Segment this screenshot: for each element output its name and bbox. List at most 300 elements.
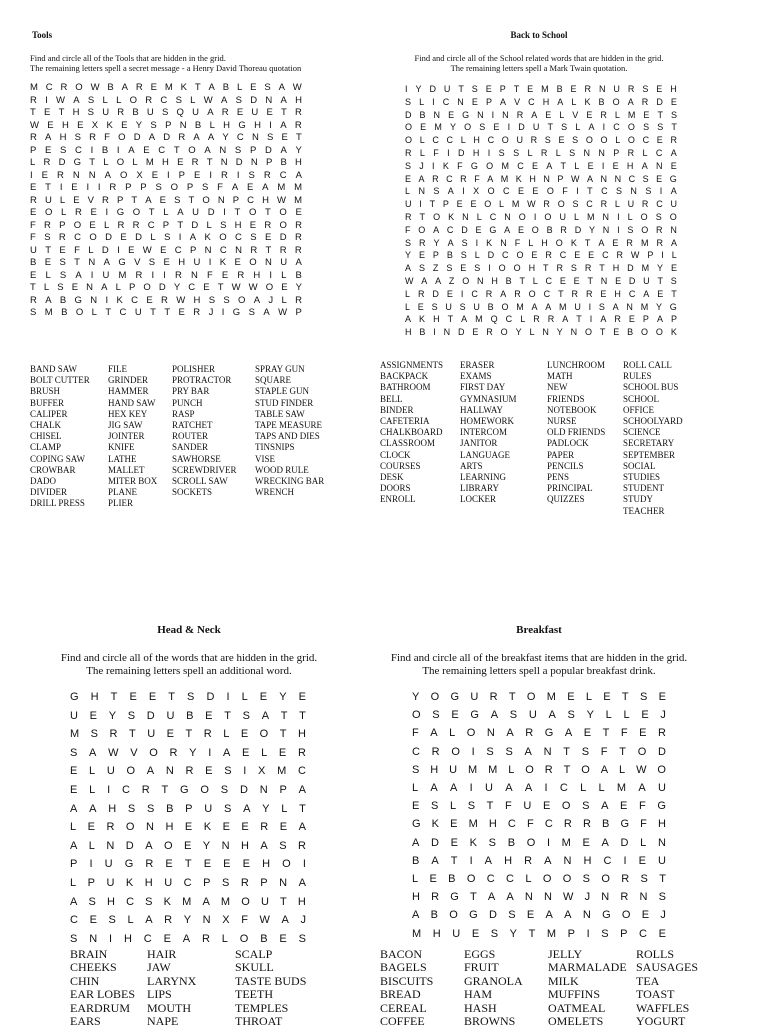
grid-letter[interactable]: G: [70, 691, 79, 703]
grid-letter[interactable]: C: [235, 232, 242, 243]
grid-letter[interactable]: X: [473, 186, 480, 197]
grid-letter[interactable]: E: [163, 932, 171, 945]
grid-letter[interactable]: I: [447, 147, 450, 158]
grid-letter[interactable]: R: [584, 263, 592, 274]
grid-letter[interactable]: R: [626, 237, 633, 248]
grid-letter[interactable]: H: [612, 263, 620, 274]
grid-letter[interactable]: Y: [588, 224, 595, 235]
grid-letter[interactable]: L: [91, 307, 97, 318]
grid-letter[interactable]: C: [442, 96, 450, 107]
grid-letter[interactable]: A: [278, 82, 285, 93]
grid-letter[interactable]: H: [626, 160, 634, 171]
grid-letter[interactable]: A: [418, 173, 425, 184]
grid-letter[interactable]: A: [506, 891, 514, 904]
grid-letter[interactable]: A: [601, 836, 609, 849]
grid-letter[interactable]: S: [513, 147, 520, 158]
grid-letter[interactable]: W: [630, 250, 640, 261]
grid-letter[interactable]: P: [279, 783, 287, 796]
grid-letter[interactable]: U: [528, 709, 537, 722]
grid-letter[interactable]: I: [236, 169, 240, 181]
grid-letter[interactable]: L: [460, 135, 466, 146]
grid-letter[interactable]: I: [302, 858, 306, 871]
grid-letter[interactable]: D: [58, 157, 66, 168]
grid-letter[interactable]: W: [563, 891, 574, 904]
grid-letter[interactable]: D: [574, 224, 582, 235]
grid-letter[interactable]: N: [204, 244, 212, 256]
grid-letter[interactable]: S: [643, 122, 650, 133]
grid-letter[interactable]: D: [235, 157, 243, 168]
grid-letter[interactable]: T: [299, 802, 306, 815]
grid-letter[interactable]: A: [670, 186, 677, 197]
grid-letter[interactable]: P: [189, 244, 197, 256]
grid-letter[interactable]: L: [61, 207, 67, 218]
grid-letter[interactable]: R: [419, 237, 426, 248]
grid-letter[interactable]: N: [86, 282, 94, 293]
grid-letter[interactable]: K: [584, 96, 591, 107]
grid-letter[interactable]: R: [560, 224, 567, 235]
grid-letter[interactable]: F: [433, 147, 439, 158]
grid-letter[interactable]: L: [627, 211, 633, 222]
grid-letter[interactable]: C: [487, 135, 495, 146]
grid-letter[interactable]: N: [626, 301, 633, 312]
grid-letter[interactable]: H: [583, 854, 592, 867]
grid-letter[interactable]: W: [108, 746, 119, 759]
grid-letter[interactable]: A: [546, 160, 553, 171]
grid-letter[interactable]: R: [600, 199, 608, 210]
grid-letter[interactable]: R: [60, 82, 68, 93]
grid-letter[interactable]: M: [627, 109, 636, 120]
grid-letter[interactable]: A: [145, 839, 153, 852]
grid-letter[interactable]: R: [30, 132, 37, 143]
grid-letter[interactable]: K: [163, 895, 171, 908]
grid-letter[interactable]: B: [419, 327, 426, 338]
grid-letter[interactable]: I: [462, 186, 465, 197]
grid-letter[interactable]: C: [446, 135, 454, 146]
grid-letter[interactable]: I: [208, 257, 212, 268]
grid-letter[interactable]: E: [573, 275, 580, 286]
grid-letter[interactable]: E: [148, 691, 157, 703]
grid-letter[interactable]: O: [73, 219, 82, 231]
grid-letter[interactable]: G: [669, 301, 677, 312]
grid-letter[interactable]: P: [642, 314, 649, 325]
grid-letter[interactable]: A: [433, 224, 440, 235]
grid-letter[interactable]: B: [505, 275, 512, 286]
grid-letter[interactable]: W: [570, 173, 580, 184]
grid-letter[interactable]: S: [486, 745, 494, 758]
grid-letter[interactable]: R: [544, 763, 553, 776]
grid-letter[interactable]: A: [450, 782, 458, 795]
grid-letter[interactable]: L: [412, 873, 419, 886]
grid-letter[interactable]: L: [102, 94, 108, 106]
grid-letter[interactable]: A: [101, 282, 108, 293]
grid-letter[interactable]: Y: [586, 709, 594, 722]
grid-letter[interactable]: O: [562, 873, 572, 886]
grid-letter[interactable]: B: [487, 301, 494, 312]
grid-letter[interactable]: H: [61, 119, 69, 131]
grid-letter[interactable]: S: [187, 691, 195, 703]
grid-letter[interactable]: A: [89, 802, 97, 815]
grid-letter[interactable]: X: [222, 914, 230, 927]
grid-letter[interactable]: L: [527, 147, 533, 158]
grid-letter[interactable]: L: [580, 782, 587, 795]
grid-letter[interactable]: M: [641, 263, 650, 274]
grid-letter[interactable]: S: [146, 802, 155, 815]
grid-letter[interactable]: S: [298, 932, 306, 945]
grid-letter[interactable]: M: [500, 173, 509, 184]
grid-letter[interactable]: A: [145, 194, 152, 206]
grid-letter[interactable]: S: [234, 144, 242, 156]
grid-letter[interactable]: N: [630, 186, 637, 197]
grid-letter[interactable]: C: [543, 288, 551, 299]
grid-letter[interactable]: S: [642, 173, 649, 184]
grid-letter[interactable]: M: [30, 82, 38, 93]
grid-letter[interactable]: I: [269, 269, 272, 281]
grid-letter[interactable]: E: [221, 269, 229, 281]
grid-letter[interactable]: G: [124, 858, 134, 871]
grid-letter[interactable]: S: [570, 263, 577, 274]
grid-letter[interactable]: I: [601, 160, 605, 171]
grid-letter[interactable]: L: [619, 763, 626, 776]
grid-letter[interactable]: E: [600, 288, 607, 299]
grid-letter[interactable]: O: [433, 211, 441, 222]
grid-letter[interactable]: I: [86, 182, 90, 193]
grid-letter[interactable]: A: [506, 727, 514, 740]
grid-letter[interactable]: R: [117, 219, 125, 231]
grid-letter[interactable]: S: [127, 802, 136, 815]
grid-letter[interactable]: U: [204, 802, 213, 815]
grid-letter[interactable]: N: [601, 891, 610, 904]
grid-letter[interactable]: B: [430, 909, 438, 922]
grid-letter[interactable]: R: [30, 94, 37, 106]
grid-letter[interactable]: C: [544, 818, 553, 831]
grid-letter[interactable]: B: [59, 294, 67, 306]
grid-letter[interactable]: A: [45, 294, 52, 306]
grid-letter[interactable]: O: [89, 232, 97, 243]
grid-letter[interactable]: O: [451, 745, 460, 758]
grid-letter[interactable]: R: [56, 169, 64, 181]
grid-letter[interactable]: L: [45, 269, 51, 281]
grid-letter[interactable]: N: [477, 109, 484, 120]
grid-letter[interactable]: F: [241, 914, 248, 927]
grid-letter[interactable]: D: [158, 282, 166, 293]
grid-letter[interactable]: P: [116, 194, 124, 206]
grid-letter[interactable]: D: [206, 691, 215, 703]
grid-letter[interactable]: E: [460, 263, 467, 274]
grid-letter[interactable]: I: [661, 250, 664, 261]
grid-letter[interactable]: C: [559, 250, 567, 261]
grid-letter[interactable]: E: [77, 119, 84, 131]
grid-letter[interactable]: E: [259, 691, 268, 703]
grid-letter[interactable]: E: [205, 709, 213, 722]
grid-letter[interactable]: N: [598, 147, 605, 158]
grid-letter[interactable]: R: [524, 854, 533, 867]
grid-letter[interactable]: T: [547, 122, 554, 133]
grid-letter[interactable]: R: [405, 211, 412, 222]
grid-letter[interactable]: H: [529, 173, 536, 184]
grid-letter[interactable]: L: [508, 763, 515, 776]
grid-letter[interactable]: R: [221, 107, 229, 118]
grid-letter[interactable]: I: [97, 182, 101, 193]
grid-letter[interactable]: A: [586, 173, 593, 184]
grid-letter[interactable]: E: [570, 84, 577, 94]
grid-letter[interactable]: F: [104, 132, 110, 143]
grid-letter[interactable]: L: [59, 194, 66, 206]
grid-letter[interactable]: O: [188, 144, 196, 156]
grid-letter[interactable]: R: [178, 132, 186, 143]
grid-letter[interactable]: L: [70, 821, 77, 834]
grid-letter[interactable]: E: [246, 182, 254, 193]
grid-letter[interactable]: E: [279, 821, 288, 834]
grid-letter[interactable]: O: [466, 873, 476, 886]
grid-letter[interactable]: P: [485, 96, 492, 107]
grid-letter[interactable]: H: [542, 96, 550, 107]
grid-letter[interactable]: R: [250, 244, 258, 256]
grid-letter[interactable]: L: [419, 96, 425, 107]
grid-letter[interactable]: S: [70, 746, 78, 759]
grid-letter[interactable]: N: [670, 224, 677, 235]
grid-letter[interactable]: E: [30, 182, 37, 193]
grid-letter[interactable]: N: [145, 821, 154, 834]
grid-letter[interactable]: T: [558, 288, 564, 299]
grid-letter[interactable]: C: [603, 854, 612, 867]
grid-letter[interactable]: I: [432, 160, 435, 171]
grid-letter[interactable]: P: [442, 199, 449, 210]
grid-letter[interactable]: G: [620, 818, 630, 831]
grid-letter[interactable]: S: [127, 709, 136, 722]
grid-letter[interactable]: U: [30, 244, 37, 256]
grid-letter[interactable]: A: [220, 94, 228, 106]
grid-letter[interactable]: Y: [415, 84, 422, 94]
grid-letter[interactable]: M: [587, 211, 595, 222]
grid-letter[interactable]: T: [30, 107, 36, 118]
grid-letter[interactable]: N: [543, 173, 550, 184]
grid-letter[interactable]: F: [412, 727, 419, 740]
grid-letter[interactable]: E: [41, 169, 48, 181]
grid-letter[interactable]: N: [191, 269, 198, 281]
grid-letter[interactable]: O: [525, 763, 534, 776]
grid-letter[interactable]: T: [234, 207, 241, 218]
grid-letter[interactable]: E: [281, 132, 288, 143]
grid-letter[interactable]: Y: [405, 250, 412, 261]
grid-letter[interactable]: L: [116, 94, 122, 106]
grid-letter[interactable]: A: [405, 314, 412, 325]
grid-letter[interactable]: H: [72, 107, 80, 118]
grid-letter[interactable]: H: [108, 802, 117, 815]
grid-letter[interactable]: R: [44, 219, 51, 231]
grid-letter[interactable]: K: [486, 237, 493, 248]
grid-letter[interactable]: Y: [295, 144, 302, 156]
grid-letter[interactable]: M: [118, 269, 127, 281]
grid-letter[interactable]: L: [474, 250, 480, 261]
grid-letter[interactable]: O: [163, 839, 173, 852]
grid-letter[interactable]: D: [627, 263, 634, 274]
grid-letter[interactable]: O: [501, 301, 509, 312]
grid-letter[interactable]: C: [279, 169, 287, 181]
grid-letter[interactable]: E: [166, 728, 174, 741]
grid-letter[interactable]: R: [627, 84, 635, 94]
grid-letter[interactable]: S: [150, 119, 157, 131]
grid-letter[interactable]: F: [74, 244, 80, 256]
grid-letter[interactable]: J: [660, 709, 666, 722]
grid-letter[interactable]: F: [217, 182, 223, 193]
grid-letter[interactable]: S: [202, 182, 209, 193]
grid-letter[interactable]: L: [529, 327, 535, 338]
grid-letter[interactable]: T: [602, 727, 610, 740]
grid-letter[interactable]: P: [165, 119, 172, 131]
grid-letter[interactable]: S: [430, 800, 439, 813]
grid-letter[interactable]: C: [160, 94, 168, 106]
grid-letter[interactable]: O: [259, 728, 269, 741]
grid-letter[interactable]: N: [251, 132, 259, 143]
grid-letter[interactable]: U: [193, 257, 201, 268]
grid-letter[interactable]: T: [576, 314, 582, 325]
grid-letter[interactable]: L: [261, 746, 268, 759]
grid-letter[interactable]: R: [584, 84, 592, 94]
grid-letter[interactable]: Y: [202, 839, 211, 852]
grid-letter[interactable]: T: [563, 763, 571, 776]
grid-letter[interactable]: E: [417, 301, 424, 312]
grid-letter[interactable]: Y: [655, 301, 662, 312]
grid-letter[interactable]: M: [541, 84, 549, 94]
grid-letter[interactable]: Y: [433, 237, 440, 248]
grid-letter[interactable]: A: [500, 288, 507, 299]
grid-letter[interactable]: F: [620, 727, 628, 740]
grid-letter[interactable]: K: [125, 876, 134, 889]
grid-letter[interactable]: E: [559, 275, 566, 286]
grid-letter[interactable]: O: [657, 763, 666, 776]
grid-letter[interactable]: Y: [657, 263, 664, 274]
grid-letter[interactable]: A: [207, 107, 214, 118]
grid-letter[interactable]: B: [260, 932, 268, 945]
grid-letter[interactable]: E: [475, 224, 482, 235]
grid-letter[interactable]: N: [500, 237, 507, 248]
grid-letter[interactable]: R: [670, 135, 677, 146]
grid-letter[interactable]: W: [248, 282, 258, 293]
grid-letter[interactable]: O: [621, 909, 631, 922]
grid-letter[interactable]: R: [141, 783, 150, 796]
grid-letter[interactable]: E: [87, 821, 95, 834]
grid-letter[interactable]: T: [131, 194, 138, 206]
grid-letter[interactable]: D: [656, 96, 663, 107]
grid-letter[interactable]: W: [231, 282, 241, 293]
grid-letter[interactable]: N: [657, 836, 666, 849]
grid-letter[interactable]: H: [241, 839, 249, 852]
grid-letter[interactable]: R: [297, 746, 306, 759]
grid-letter[interactable]: R: [545, 250, 552, 261]
grid-letter[interactable]: N: [250, 157, 258, 168]
grid-letter[interactable]: S: [460, 250, 467, 261]
grid-letter[interactable]: E: [574, 250, 581, 261]
grid-letter[interactable]: A: [447, 186, 454, 197]
grid-letter[interactable]: U: [260, 895, 269, 908]
grid-letter[interactable]: N: [165, 765, 174, 778]
grid-letter[interactable]: R: [240, 876, 249, 889]
grid-letter[interactable]: B: [101, 144, 109, 156]
grid-letter[interactable]: I: [109, 932, 113, 945]
grid-letter[interactable]: O: [412, 709, 421, 722]
grid-letter[interactable]: A: [487, 173, 494, 184]
grid-letter[interactable]: R: [641, 96, 649, 107]
grid-letter[interactable]: N: [72, 169, 80, 181]
grid-letter[interactable]: R: [109, 728, 118, 741]
grid-letter[interactable]: U: [523, 800, 532, 813]
grid-letter[interactable]: S: [474, 263, 481, 274]
grid-letter[interactable]: R: [620, 891, 629, 904]
grid-letter[interactable]: A: [295, 257, 302, 268]
grid-letter[interactable]: T: [584, 237, 591, 248]
grid-letter[interactable]: S: [508, 909, 516, 922]
grid-letter[interactable]: E: [90, 207, 97, 218]
grid-letter[interactable]: E: [582, 836, 590, 849]
grid-letter[interactable]: R: [160, 294, 168, 306]
grid-letter[interactable]: T: [296, 132, 302, 143]
grid-letter[interactable]: R: [294, 119, 302, 131]
grid-letter[interactable]: M: [294, 194, 302, 206]
grid-letter[interactable]: O: [601, 873, 610, 886]
grid-letter[interactable]: V: [134, 257, 141, 268]
grid-letter[interactable]: R: [417, 288, 425, 299]
grid-letter[interactable]: A: [207, 132, 215, 143]
grid-letter[interactable]: S: [220, 219, 227, 231]
grid-letter[interactable]: I: [45, 94, 48, 106]
grid-letter[interactable]: N: [235, 244, 242, 256]
grid-letter[interactable]: N: [602, 211, 610, 222]
grid-letter[interactable]: C: [545, 275, 553, 286]
grid-letter[interactable]: L: [642, 147, 648, 158]
grid-letter[interactable]: L: [559, 109, 565, 120]
grid-letter[interactable]: A: [670, 147, 677, 158]
grid-letter[interactable]: D: [125, 839, 134, 852]
grid-letter[interactable]: A: [504, 224, 511, 235]
grid-letter[interactable]: G: [73, 157, 82, 168]
grid-letter[interactable]: N: [477, 275, 484, 286]
grid-letter[interactable]: Y: [449, 122, 456, 133]
grid-letter[interactable]: F: [30, 219, 36, 231]
grid-letter[interactable]: D: [487, 250, 495, 261]
grid-letter[interactable]: O: [170, 182, 178, 193]
grid-letter[interactable]: E: [45, 144, 52, 156]
grid-letter[interactable]: C: [503, 186, 510, 197]
grid-letter[interactable]: A: [104, 169, 111, 181]
grid-letter[interactable]: O: [279, 207, 287, 218]
grid-letter[interactable]: R: [193, 307, 201, 318]
grid-letter[interactable]: B: [546, 224, 553, 235]
grid-letter[interactable]: L: [532, 275, 538, 286]
grid-letter[interactable]: L: [206, 219, 212, 231]
grid-letter[interactable]: V: [87, 194, 94, 206]
grid-letter[interactable]: A: [601, 800, 609, 813]
grid-letter[interactable]: A: [447, 237, 454, 248]
grid-letter[interactable]: B: [166, 802, 174, 815]
grid-letter[interactable]: R: [571, 288, 579, 299]
grid-letter[interactable]: E: [278, 746, 287, 759]
grid-letter[interactable]: C: [559, 782, 568, 795]
grid-letter[interactable]: H: [541, 237, 548, 248]
grid-letter[interactable]: S: [582, 800, 590, 813]
grid-letter[interactable]: X: [136, 169, 143, 181]
grid-letter[interactable]: I: [546, 836, 550, 849]
grid-letter[interactable]: E: [70, 765, 78, 778]
grid-letter[interactable]: D: [620, 836, 629, 849]
grid-letter[interactable]: A: [435, 275, 442, 286]
grid-letter[interactable]: E: [240, 728, 249, 741]
grid-letter[interactable]: G: [669, 173, 677, 184]
grid-letter[interactable]: R: [263, 169, 271, 181]
grid-letter[interactable]: N: [279, 876, 288, 889]
grid-letter[interactable]: T: [671, 288, 677, 299]
grid-letter[interactable]: V: [130, 746, 138, 759]
grid-letter[interactable]: I: [460, 288, 464, 299]
